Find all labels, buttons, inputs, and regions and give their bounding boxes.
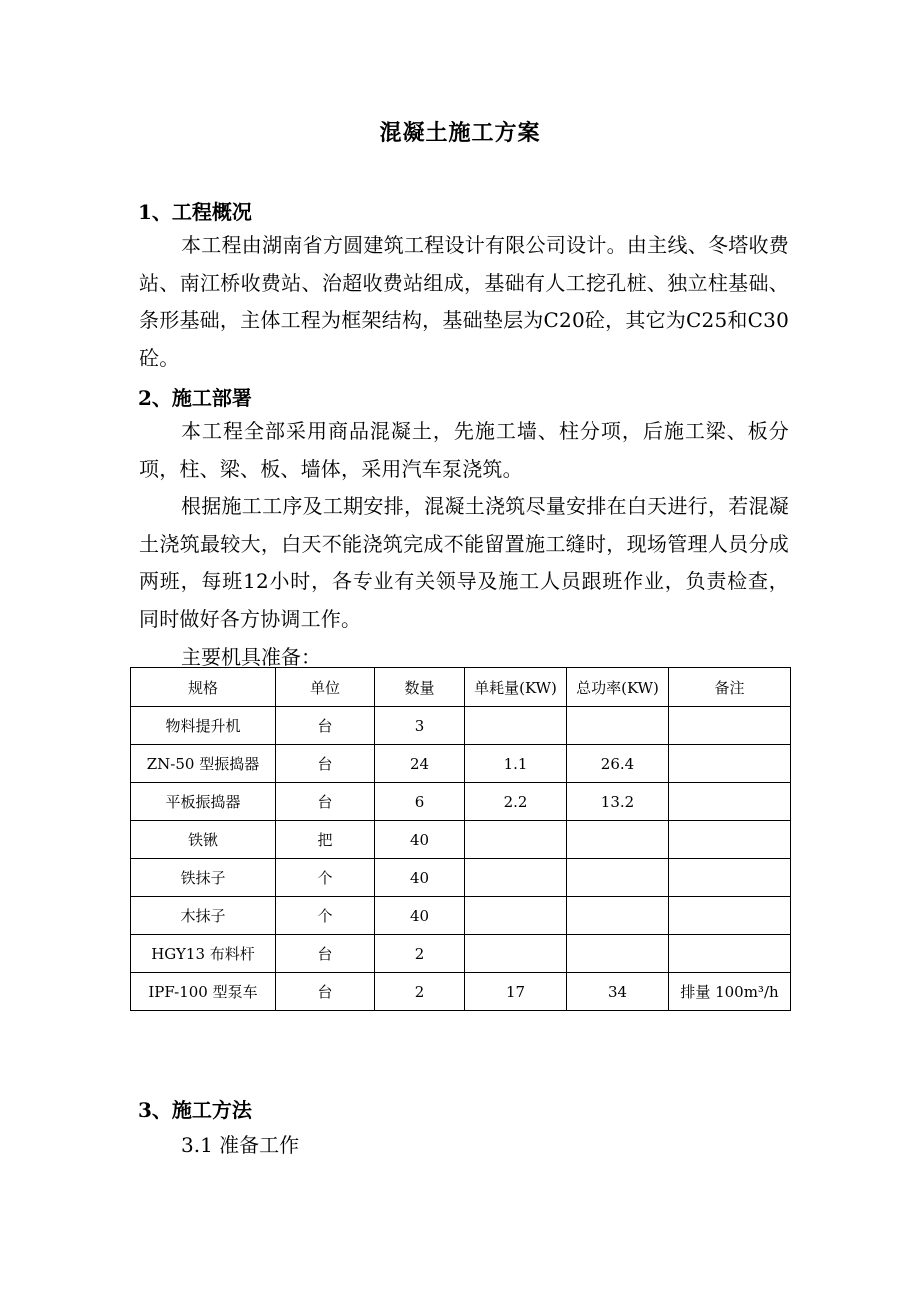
table-cell: 17: [465, 973, 567, 1011]
section-heading-deployment: 2、施工部署: [138, 386, 252, 410]
table-cell: 34: [567, 973, 669, 1011]
equipment-label: 主要机具准备：: [181, 645, 321, 669]
equipment-table: [130, 667, 791, 1011]
table-header-cell: 总功率(KW): [567, 668, 669, 707]
table-cell: HGY13 布料杆: [131, 935, 276, 973]
table-cell: 40: [375, 859, 465, 897]
table-cell: 把: [276, 821, 375, 859]
table-row: [131, 973, 791, 1011]
table-cell: 24: [375, 745, 465, 783]
table-cell: [465, 935, 567, 973]
table-cell: 26.4: [567, 745, 669, 783]
table-cell: 1.1: [465, 745, 567, 783]
table-row: [131, 821, 791, 859]
table-cell: 排量 100m³/h: [669, 973, 791, 1011]
table-cell: 2: [375, 973, 465, 1011]
table-header-cell: 规格: [131, 668, 276, 707]
table-cell: 台: [276, 707, 375, 745]
table-header-row: [131, 668, 791, 707]
table-cell: ZN-50 型振捣器: [131, 745, 276, 783]
table-cell: 40: [375, 821, 465, 859]
table-cell: [465, 859, 567, 897]
table-cell: [465, 707, 567, 745]
table-cell: [669, 783, 791, 821]
table-cell: [669, 821, 791, 859]
section-heading-overview: 1、工程概况: [138, 200, 252, 224]
table-cell: [669, 935, 791, 973]
subsection-heading-preparation: 3.1 准备工作: [181, 1133, 300, 1157]
table-cell: 台: [276, 745, 375, 783]
table-row: [131, 783, 791, 821]
table-cell: [567, 821, 669, 859]
table-cell: 2.2: [465, 783, 567, 821]
table-cell: [465, 897, 567, 935]
table-cell: [567, 897, 669, 935]
table-cell: 6: [375, 783, 465, 821]
table-cell: [567, 935, 669, 973]
table-cell: [669, 897, 791, 935]
table-cell: 3: [375, 707, 465, 745]
table-cell: 木抹子: [131, 897, 276, 935]
table-row: [131, 745, 791, 783]
table-cell: 13.2: [567, 783, 669, 821]
table-cell: 台: [276, 973, 375, 1011]
table-cell: 平板振捣器: [131, 783, 276, 821]
table-row: [131, 935, 791, 973]
table-cell: 铁抹子: [131, 859, 276, 897]
table-row: [131, 897, 791, 935]
table-header-cell: 数量: [375, 668, 465, 707]
table-header-cell: 单位: [276, 668, 375, 707]
table-cell: 铁锹: [131, 821, 276, 859]
section-heading-method: 3、施工方法: [138, 1098, 252, 1122]
table-cell: [465, 821, 567, 859]
table-header-cell: 单耗量(KW): [465, 668, 567, 707]
table-cell: 物料提升机: [131, 707, 276, 745]
table-cell: [669, 859, 791, 897]
document-title: 混凝土施工方案: [379, 120, 541, 146]
deployment-paragraph-1: 本工程全部采用商品混凝土，先施工墙、柱分项，后施工梁、板分项，柱、梁、板、墙体，采用汽车泵浇筑。: [139, 419, 789, 481]
deployment-paragraph-2: 根据施工工序及工期安排，混凝土浇筑尽量安排在白天进行，若混凝土浇筑最较大，白天不能浇筑完成不能留置施工缝时，现场管理人员分成两班，每班12小时，各专业有关领导及施工人员跟班作业，负责检查，同时做好各方协调工作。: [139, 494, 789, 631]
table-cell: [567, 859, 669, 897]
table-cell: [669, 745, 791, 783]
table-cell: 个: [276, 859, 375, 897]
table-cell: 40: [375, 897, 465, 935]
table-row: [131, 859, 791, 897]
table-header-cell: 备注: [669, 668, 791, 707]
table-cell: [567, 707, 669, 745]
table-cell: 2: [375, 935, 465, 973]
table-cell: 台: [276, 783, 375, 821]
table-cell: IPF-100 型泵车: [131, 973, 276, 1011]
table-cell: 台: [276, 935, 375, 973]
table-row: [131, 707, 791, 745]
overview-paragraph: 本工程由湖南省方圆建筑工程设计有限公司设计。由主线、冬塔收费站、南江桥收费站、治超收费站组成，基础有人工挖孔桩、独立柱基础、条形基础，主体工程为框架结构，基础垫层为C20砼，其它为C25和C30砼。: [139, 233, 789, 370]
table-cell: 个: [276, 897, 375, 935]
table-cell: [669, 707, 791, 745]
